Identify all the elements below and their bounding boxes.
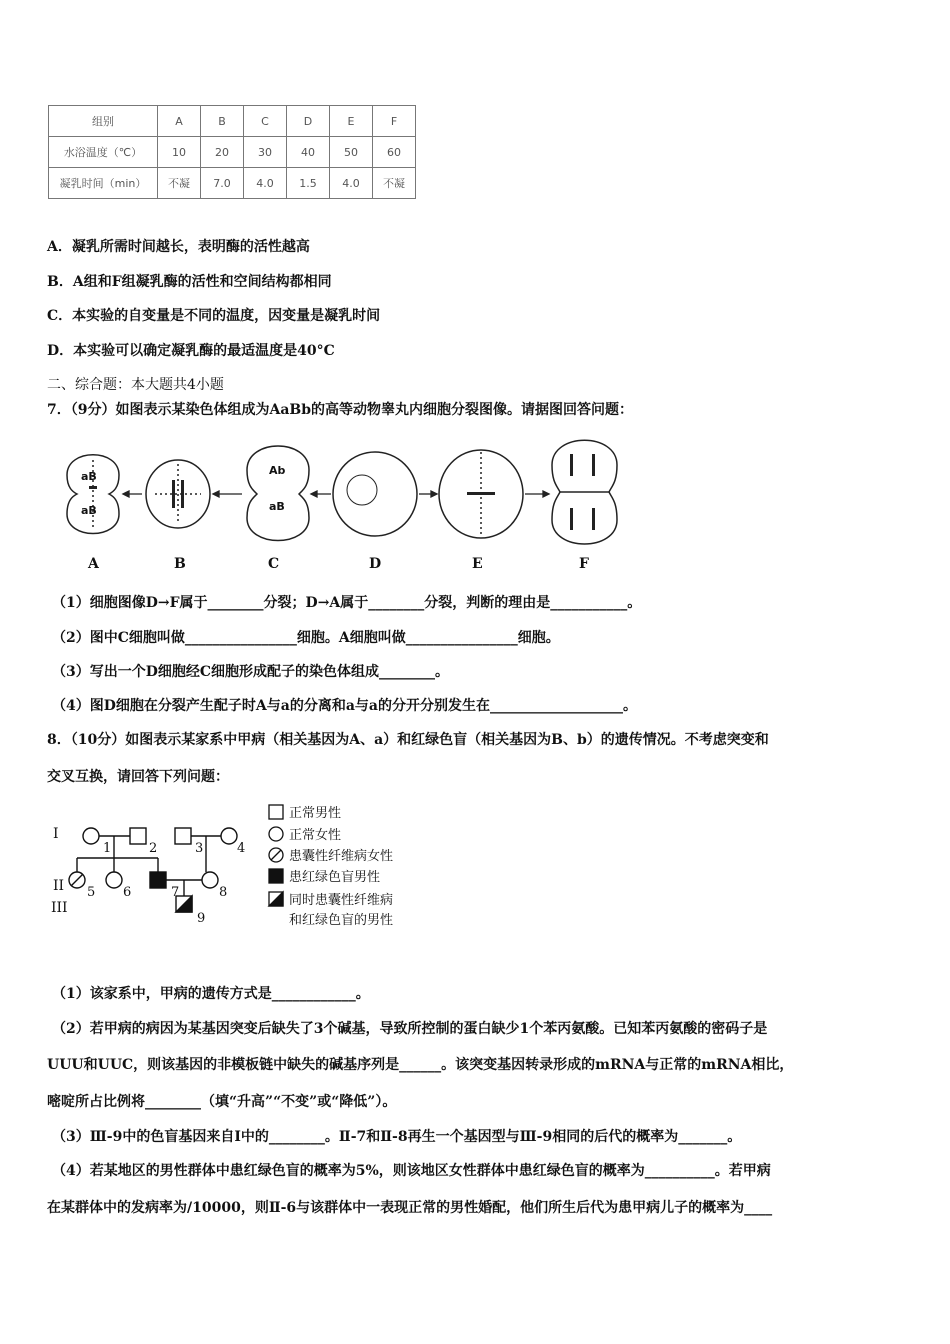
cell-f: [552, 440, 617, 544]
cell-division-figure: [47, 430, 633, 575]
table-cell: 50: [330, 137, 373, 168]
cell-a: [67, 455, 119, 534]
table-cell: D: [287, 106, 330, 137]
q8-sub2: （2）若甲病的病因为某基因突变后缺失了3个碱基，导致所控制的蛋白缺少1个苯丙氨酸。已知苯丙氨酸的密码子是: [52, 1021, 768, 1037]
legend-item: 正常女性: [289, 828, 342, 843]
option-a: A．凝乳所需时间越长，表明酶的活性越高: [47, 239, 310, 255]
table-cell: E: [330, 106, 373, 137]
cell-d: [333, 452, 417, 536]
table-cell: F: [373, 106, 416, 137]
table-cell: 30: [244, 137, 287, 168]
table-cell: 4.0: [330, 168, 373, 199]
table-cell: 不凝: [158, 168, 201, 199]
individual-label: 8: [219, 885, 228, 900]
figure-label: E: [472, 556, 483, 572]
table-cell: 组别: [49, 106, 158, 137]
table-cell: 4.0: [244, 168, 287, 199]
legend-item: 患囊性纤维病女性: [289, 849, 394, 864]
gene-label-c2: aB: [269, 500, 285, 513]
gene-label-c1: Ab: [269, 464, 286, 477]
figure-label: D: [369, 556, 382, 572]
table-row: [49, 168, 416, 199]
figure-label: B: [174, 556, 186, 572]
individual-label: 9: [197, 911, 206, 926]
individual-label: 4: [237, 841, 246, 856]
legend-item: 同时患囊性纤维病: [289, 893, 394, 908]
q8-sub1: （1）该家系中，甲病的遗传方式是____________。: [52, 986, 370, 1002]
individual-label: 2: [149, 841, 158, 856]
figure-label: C: [268, 556, 280, 572]
q7-sub4: （4）图D细胞在分裂产生配子时A与a的分离和a与a的分开分别发生在___________________。: [52, 698, 637, 714]
data-table: [48, 105, 416, 199]
table-cell: 40: [287, 137, 330, 168]
individual-label: 1: [103, 841, 112, 856]
q7-sub2: （2）图中C细胞叫做________________细胞。A细胞叫做________________细胞。: [52, 630, 560, 646]
figure-label: A: [88, 556, 99, 572]
section-heading: 二、综合题：本大题共4小题: [47, 377, 224, 393]
table-cell: B: [201, 106, 244, 137]
table-cell: 水浴温度（℃）: [49, 137, 158, 168]
question-8-stem: 8．（10分）如图表示某家系中甲病（相关基因为A、a）和红绿色盲（相关基因为B、b）的遗传情况。不考虑突变和: [47, 732, 769, 748]
q8-sub4: （4）若某地区的男性群体中患红绿色盲的概率为5%，则该地区女性群体中患红绿色盲的概率为__________。若甲病: [52, 1163, 771, 1179]
individual-label: 6: [123, 885, 132, 900]
option-b: B．A组和F组凝乳酶的活性和空间结构都相同: [47, 274, 332, 290]
individual-label: 7: [171, 885, 180, 900]
question-8-stem-cont: 交叉互换，请回答下列问题：: [47, 769, 229, 785]
table-cell: C: [244, 106, 287, 137]
option-c: C．本实验的自变量是不同的温度，因变量是凝乳时间: [47, 308, 381, 324]
table-cell: 10: [158, 137, 201, 168]
q7-sub3: （3）写出一个D细胞经C细胞形成配子的染色体组成________。: [52, 664, 450, 680]
q7-sub1: （1）细胞图像D→F属于________分裂；D→A属于________分裂，判断的理由是___________。: [52, 595, 642, 611]
table-cell: 不凝: [373, 168, 416, 199]
option-d: D．本实验可以确定凝乳酶的最适温度是40°C: [47, 343, 335, 359]
legend-item: 正常男性: [289, 806, 342, 821]
q8-sub4-cont: 在某群体中的发病率为/10000，则Ⅱ-6与该群体中一表现正常的男性婚配，他们所生后代为患甲病儿子的概率为____: [47, 1200, 773, 1216]
table-row: [49, 137, 416, 168]
generation-label: II: [53, 878, 65, 894]
table-cell: 凝乳时间（min）: [49, 168, 158, 199]
legend-item: 和红绿色盲的男性: [289, 913, 394, 928]
legend-item: 患红绿色盲男性: [289, 870, 381, 885]
pedigree-figure: [47, 800, 447, 935]
table-cell: 60: [373, 137, 416, 168]
individual-label: 3: [195, 841, 204, 856]
table-cell: 7.0: [201, 168, 244, 199]
cell-b: [146, 460, 210, 528]
table-cell: 1.5: [287, 168, 330, 199]
individual-label: 5: [87, 885, 96, 900]
question-7-stem: 7．（9分）如图表示某染色体组成为AaBb的高等动物睾丸内细胞分裂图像。请据图回答问题：: [47, 402, 634, 418]
q8-sub2-cont1: UUU和UUC，则该基因的非模板链中缺失的碱基序列是______。该突变基因转录形成的mRNA与正常的mRNA相比，: [47, 1057, 794, 1073]
gene-label-a2: aB: [81, 504, 97, 517]
cell-c: [247, 446, 309, 541]
generation-label: III: [51, 900, 68, 916]
figure-label: F: [579, 556, 589, 572]
generation-label: I: [53, 826, 59, 842]
table-cell: A: [158, 106, 201, 137]
gene-label-a1: aB: [81, 470, 97, 483]
table-cell: 20: [201, 137, 244, 168]
table-row: [49, 106, 416, 137]
q8-sub2-cont2: 嘧啶所占比例将________（填“升高”“不变”或“降低”）。: [47, 1094, 397, 1110]
q8-sub3: （3）Ⅲ-9中的色盲基因来自Ⅰ中的________。Ⅱ-7和Ⅱ-8再生一个基因型与Ⅲ-9相同的后代的概率为_______。: [52, 1129, 742, 1145]
